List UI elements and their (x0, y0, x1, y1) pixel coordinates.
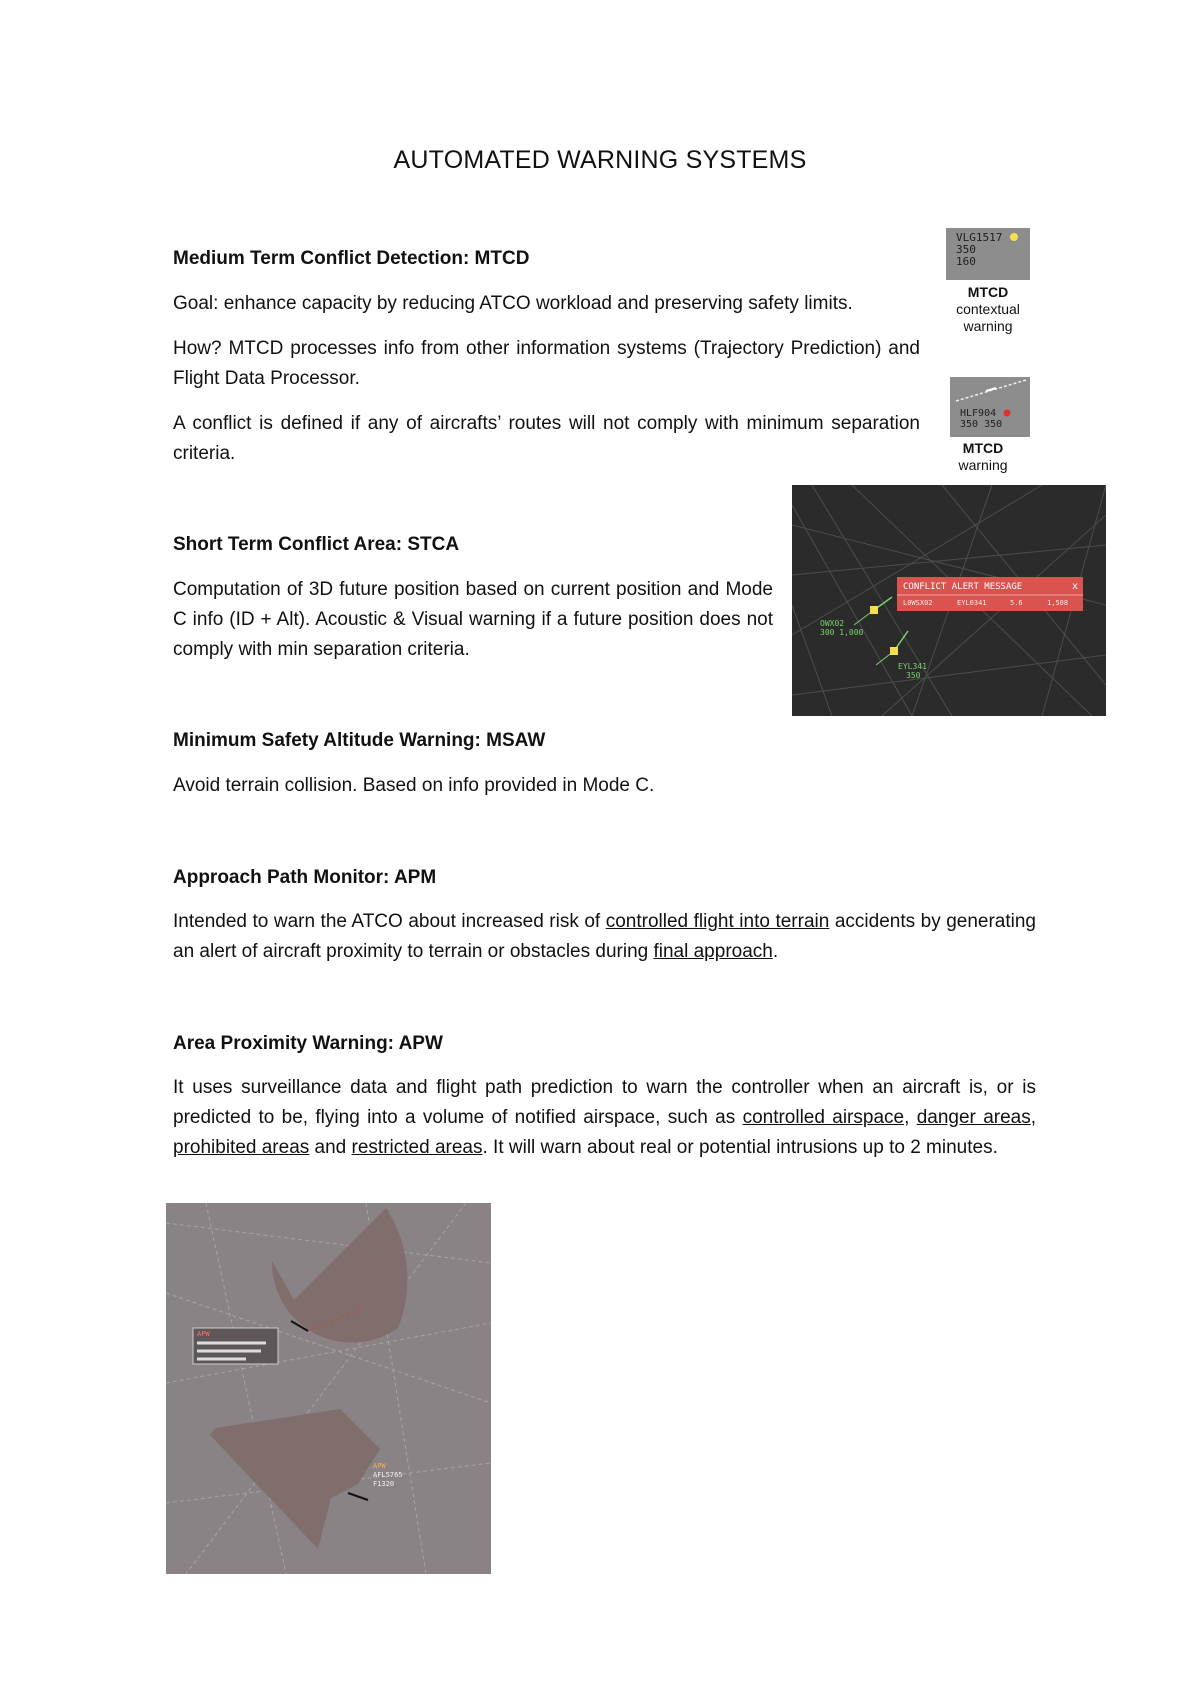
msaw-heading: Minimum Safety Altitude Warning: MSAW (173, 730, 546, 751)
apw-radar-image (166, 1203, 491, 1579)
fig2-caption-rest: warning (958, 457, 1008, 473)
alert-field-2: EYL0341 (957, 599, 987, 607)
apw-tag-b-title: APW (373, 1462, 386, 1470)
apw-tag-a: APW (197, 1330, 210, 1338)
apm-heading: Approach Path Monitor: APM (173, 867, 437, 888)
mtcd-fig1-caption (933, 284, 1043, 335)
fig1-caption-rest: contextual warning (956, 301, 1020, 334)
fig2-caption-bold: MTCD (962, 440, 1004, 456)
mtcd-fig2-caption (928, 440, 1038, 474)
link-restricted-areas[interactable]: restricted areas (351, 1137, 483, 1158)
fig2-line-2: 350 350 (960, 419, 1003, 430)
alert-close-icon: x (1072, 581, 1079, 592)
warning-dot-icon (1010, 233, 1018, 241)
aircraft-b-level: 350 (906, 671, 921, 680)
stca-text: Computation of 3D future position based on current position and Mode C info (ID + Alt). Acoustic & Visual warning if a future position does not comply with min separation criteria. (173, 579, 773, 660)
link-prohibited-areas[interactable]: prohibited areas (173, 1137, 310, 1158)
apw-tag-b-callsign: AFL5765 (373, 1471, 403, 1479)
msaw-text: Avoid terrain collision. Based on info provided in Mode C. (173, 775, 655, 796)
mtcd-goal: Goal: enhance capacity by reducing ATCO workload and preserving safety limits. (173, 293, 853, 314)
stca-heading: Short Term Conflict Area: STCA (173, 534, 460, 555)
fig1-line-2: 350 (956, 243, 976, 256)
mtcd-how: How? MTCD processes info from other information systems (Trajectory Prediction) and Flight Data Processor. (173, 338, 920, 389)
alert-dot-icon (1004, 410, 1011, 417)
alert-field-4: 1,508 (1047, 599, 1069, 607)
aircraft-a-icon (870, 606, 878, 614)
fig1-caption-bold: MTCD (967, 284, 1009, 300)
aircraft-a-level: 300 1,000 (820, 628, 864, 637)
mtcd-heading: Medium Term Conflict Detection: MTCD (173, 248, 530, 269)
mtcd-conflict: A conflict is defined if any of aircrafts’ routes will not comply with minimum separation criteria. (173, 413, 920, 464)
aircraft-b-icon (890, 647, 898, 655)
fig2-line-1: HLF904 (960, 408, 997, 419)
fig1-line-3: 160 (956, 255, 976, 268)
fig1-line-1: VLG1517 (956, 231, 1003, 244)
stca-radar-image (792, 485, 1106, 721)
aircraft-b-callsign: EYL341 (898, 662, 927, 671)
alert-title: CONFLICT ALERT MESSAGE (903, 582, 1023, 592)
apw-tag-b-level: F1320 (373, 1480, 395, 1488)
mtcd-warning-image (950, 377, 1030, 442)
link-controlled-airspace[interactable]: controlled airspace (742, 1107, 905, 1128)
alert-field-1: L0WSX02 (903, 599, 933, 607)
link-danger-areas[interactable]: danger areas (916, 1107, 1031, 1128)
apw-text: It uses surveillance data and flight path prediction to warn the controller when an aircraft is, or is predicted to be, flying into a volume of notified airspace, such as controlled airspace, danger areas, prohibited areas and restricted areas. It will warn about real or potential intrusions up to 2 minutes. (173, 1077, 1037, 1158)
alert-field-3: 5.6 (1010, 599, 1023, 607)
mtcd-contextual-warning-image (946, 228, 1030, 285)
link-controlled-flight-into-terrain[interactable]: controlled flight into terrain (605, 911, 830, 932)
link-final-approach[interactable]: final approach (653, 941, 773, 962)
apm-text: Intended to warn the ATCO about increased risk of controlled flight into terrain accidents by generating an alert of aircraft proximity to terrain or obstacles during final approach. (173, 911, 1037, 962)
aircraft-a-callsign: OWX02 (820, 619, 845, 628)
apw-heading: Area Proximity Warning: APW (173, 1033, 443, 1054)
page-title: AUTOMATED WARNING SYSTEMS (393, 146, 807, 174)
